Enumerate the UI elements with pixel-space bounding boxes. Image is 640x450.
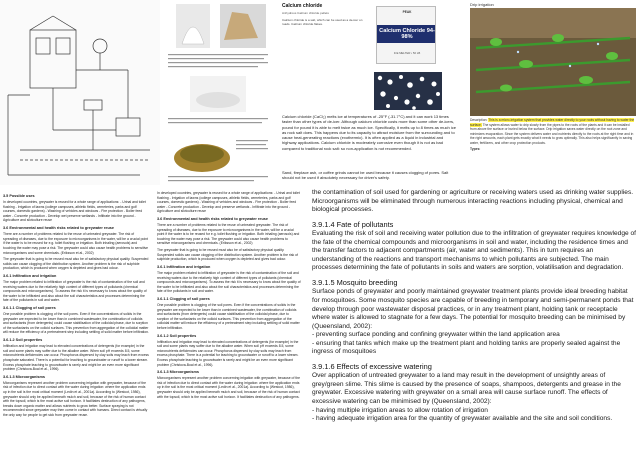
col1-section: 3.6.1 Infiltration and irrigation The major problem related to infiltration of greywater is the risk of contamination of the soil and receiving waters due to the relatively high content of different types of pollutants (chemical compounds and microorganisms). To assess the risk it is necessary to know about the quality of the water to be infiltrated and also about the soil characteristics and processes determining the fate of the pollutants in soil and water. [3,273,147,303]
section-title-excessive-watering: 3.9.1.6 Effects of excessive watering [312,361,432,371]
greywater-report-page-1 [0,188,152,450]
col1-section: 3.6.1.1 Clogging of soil pores One possible problem is clogging of the soil pores. Even if the concentrations of solids in the greywater are expected to be lower than in combined wastewater, the combination of colloids and surfactants (from detergents) could cause stabilisation of the colloidal phase, due to sorption of the surfactants on the colloid surfaces. This prevention from aggregation of the colloidal matter will reduce the efficiency of a pretreatment step including settling of solid matter before infiltration. [3,305,149,335]
drip-irrigation-page [466,0,640,185]
chemical-photo-note: Calcium chloride is a salt, which can be used as a de-icer on roads. Calcium chloride flakes. [282,18,363,26]
col1-section: 3.5 Possible uses In developed countries, greywater is reused for a whole range of applications: - Urinal and toilet flushing - Irrigation of lawns (college campuses, athletic fields, cemeteries, parks and golf courses, domestic gardens) - Washing of vehicles and windows - Fire protection - Boiler feed water - Concrete production - Develop wet preserve wetlands - Infiltrate into the ground - Agriculture and silviculture reuse [3,194,146,223]
col2-section: The greywater that is going to be reused must also be of satisfactory physical quality. Suspended solids can cause clogging of the distribution system. Another problem is the risk of sulphide production, which is produced when oxygen is depleted and gives bad odour. [157,248,298,262]
greywater-diagram-page [0,0,160,185]
list-item: - having adequate irrigation area for the quantity of greywater available and the site and soil conditions. [312,415,613,423]
drip-irrigation-photo [466,8,640,116]
photo-page-graphics [162,0,274,185]
section-body-fate-of-pollutants: Evaluating the risk of soil and receiving water pollution due to the infiltration of greywater requires knowledge of the fate of the chemical compounds and microorganisms in soil and water, including the residence times and the transfer factors to adjacent compartments (air, water and sediments). This in turn requires an understanding of the reactions and transport mechanisms to which pollutants are subjected. The main processes determining the fate of pollutants in soils and waters are sorption, volatilisation and degradation. [312,230,637,272]
watering-bullets [312,407,636,424]
greywater-report-page-2 [154,188,304,450]
mosquito-bullets [312,331,636,357]
list-item: - preventing surface ponding and confining greywater within the land application area [312,331,560,339]
bag-title: Calcium Chloride 94-98% [379,28,435,40]
list-item: - having multiple irrigation areas to allow rotation of irrigation [312,406,488,414]
bag-footer: ICE MELTER • 50 LB [393,51,421,55]
col2-section: 3.6.1 Infiltration and irrigation The major problem related to infiltration of greywater is the risk of contamination of the soil and receiving waters due to the relatively high content of different types of pollutants (chemical compounds and microorganisms). To assess the risk it is necessary to know about the quality of the water to be infiltrated and also about the soil characteristics and processes determining the fate of the pollutants in soil and water. [157,264,301,294]
irrigation-caption: Types: [470,147,481,151]
section-body-mosquito-breeding: Surface ponds of greywater and poorly maintained greywater treatment plants provide ideal breeding habitat for mosquitoes. Some mosquito species are capable of breeding in temporary and semi-permanent ponds that develop through poor wastewater disposal practices, or in any treatment plant, holding tank or receptacle where water is allowed to stagnate for a few days. The potential for mosquito breeding can be minimised by (Queensland, 2002): [312,288,634,330]
irrigation-title: Drip irrigation [470,2,494,7]
greywater-article-page [306,188,640,450]
chemical-note-text: Sand, fireplace ash, or coffee grinds cannot be used because it causes clogging of pores. Salt should not be used if absolutely necessary for driver's safety. [282,170,449,180]
calcium-chloride-bag-image [376,6,436,64]
calcium-chloride-pellets-image [374,72,442,110]
irrigation-desc-label: Description: [470,118,489,122]
col1-section: 3.6 Environmental and health risks related to greywater reuse There are a number of problems related to the reuse of untreated greywater. The risk of spreading of diseases, due to the exposure to microorganisms in the water, will be a crucial point if the water is to be reused for e.g. toilet flushing or irrigation. Both inhaling (aerosols) and touching the water may pose a risk. The greywater could also cause health problems to sensitive microorganisms and some chemicals. (Eriksson et al., 2002) [3,226,149,255]
col2-section: 3.6.1.3 Microorganisms Microorganisms represent another problem concerning irrigation with greywater, because of the risk of infection due to direct contact with the water during irrigation: where the application ends up in the soil is the most critical moment (Ledin et al., 2001a). According to (Westcot, 1986), greywater should only be applied beneath mulch and soil, because of the risk of human contact with the topsoil, which is the most active soil horizon. It facilitates destruction of any pathogens. [157,370,301,399]
col2-section: 3.6.1.1 Clogging of soil pores One possible problem is clogging of the soil pores. Even if the concentrations of solids in the greywater are expected to be lower than in combined wastewater, the combination of colloids and surfactants (from detergents) could cause stabilisation of the colloidal phase, due to sorption of the surfactants on the colloid surfaces. This prevention from aggregation of the colloidal matter will reduce the efficiency of a pretreatment step including settling of solid matter before infiltration. [157,296,300,330]
calcium-chloride-page [276,0,464,185]
photo-page [162,0,274,185]
chemical-heading: Calcium chloride [282,3,323,9]
irrigation-desc-rest: The system allows water to drip slowly from the pipes to the roots of the plants and it can be installed from above the surface or buried below the surface. Drip irrigation saves water directly on the root zone and minimizes evaporation. Since the system delivers water and nutrients directly to the roots at the right time and in the right amounts, each plant gets exactly what it needs to grow optimally. This also helps significantly in saving water, fertilizers, and other crop protection products. [470,122,634,145]
col2-section: In developed countries, greywater is reused for a whole range of applications: - Urinal and toilet flushing - Irrigation of lawns (college campuses, athletic fields, cemeteries, parks and golf courses, domestic gardens) - Washing of vehicles and windows - Fire protection - Boiler feed water - Concrete production - Develop and preserve wetlands - Infiltrate into the ground - Agriculture and silviculture reuse [157,191,300,214]
section-title-mosquito-breeding: 3.9.1.5 Mosquito breeding [312,277,398,287]
list-item: - ensuring that tanks which make up the treatment plant and holding tanks are properly sealed against the ingress of mosquitoes [312,339,621,356]
chemical-subheading: Anhydrous Calcium chloride pellets [282,11,329,15]
section-title-fate-of-pollutants: 3.9.1.4 Fate of pollutants [312,219,394,229]
col2-section: 3.6.1.2 Soil properties Infiltration and irrigation may lead to elevated concentrations of detergents (for example) in the soil and some plants may suffer due to the alkaline water. When soil pH exceeds 8.5, some micronutrients deficiencies can occur. Phosphorus dispersed by clay soils may leach from excess phosphate. There is a potential for leaching to groundwater or runoff to a lower stream. Excess phosphate leaching to groundwater is rarely and might be an even more significant problem (Christova-Boal et al., 1996). [157,333,299,367]
col1-section: The greywater that is going to be reused must also be of satisfactory physical quality. Suspended solids can cause clogging of the distribution system. Another problem is the risk of sulphide production, which is produced when oxygen is depleted and gives bad odour. [3,257,149,271]
col1-section: 3.6.1.2 Soil properties Infiltration and irrigation may lead to elevated concentrations of detergents (for example) in the soil and some plants may suffer due to the alkaline water. When soil pH exceeds 8.5, some micronutrients deficiencies can occur. Phosphorus dispersed by clay soils may leach from excess phosphate saturated. There is a potential for leaching to groundwater or runoff to a lower stream. Excess phosphate leaching to groundwater is rarely and might be an even more significant problem (Christova-Boal et al., 1996). [3,338,149,372]
col2-section: 3.6 Environmental and health risks related to greywater reuse There are a number of problems related to the reuse of untreated greywater. The risk of spreading of diseases, due to the exposure to microorganisms in the water, will be a crucial point if the water is to be reused for e.g. toilet flushing or irrigation. Both inhaling (aerosols) and touching the water may pose a risk. The greywater could also cause health problems to sensitive microorganisms and chemicals. (Eriksson et al., 2002) [157,216,300,246]
section-body-excessive-watering: Over application of untreated greywater to a land may result in the development of unsightly areas of grey/green slime. This slime is caused by the presence of soaps, shampoos, detergents and grease in the greywater. Excessive watering with greywater on a small area will cause surface runoff. The effects of excessive watering can be minimised by (Queensland, 2002): [312,372,621,406]
col1-section: 3.6.1.3 Microorganisms Microorganisms represent another problem concerning irrigation with greywater, because of the risk of infection due to direct contact with the water during irrigation: where the application ends up in the soil is the most critical moment (Ledin et al., 2001a). According to (Westcot, 1986), greywater should only be applied beneath mulch and soil, because of the risk of human contact with the topsoil, which is the most active soil horizon. It facilitates destruction of any pathogens, breaks down organic matter and allows nutrients to grow better. Surface spraying is not recommended since greywater may then come in contact with humans. Direct contact is virtually the only way for people to get sick from greywater reuse. [3,374,148,417]
bag-brand: PEAK [402,10,412,14]
irrigation-desc-highlight: This is a micro-irrigation system that provides water directly to your roots without having to water the surface. [470,118,635,127]
chemical-body-text: Calcium chloride (CaCl₂) melts ice at temperatures of -25°F (-31.7°C) and it can work 13 times faster than other types of de-icer. Although calcium chloride costs more than some other de-icers, pound for pound it is able to melt twice as much ice. Specifically, it melts up to 8 times as much ice as rock salt does. This happens due to its capacity to attract moisture from the surrounding and to cause heat-generating reactions (exothermic). It is often applied as a liquid in industrial and highway applications. Calcium chloride is moderately corrosive even though it is not as bad compared to traditional rock salt: so non-application is not recommended. [282,114,457,151]
irrigation-description [470,118,636,152]
article-intro: the contamination of soil used for gardening or agriculture or receiving waters used as drinking water supplies. Microorganisms will be eliminated through numerous interacting reactions including physical, chemical and biological processes. [312,189,634,214]
greywater-system-diagram [0,0,160,185]
